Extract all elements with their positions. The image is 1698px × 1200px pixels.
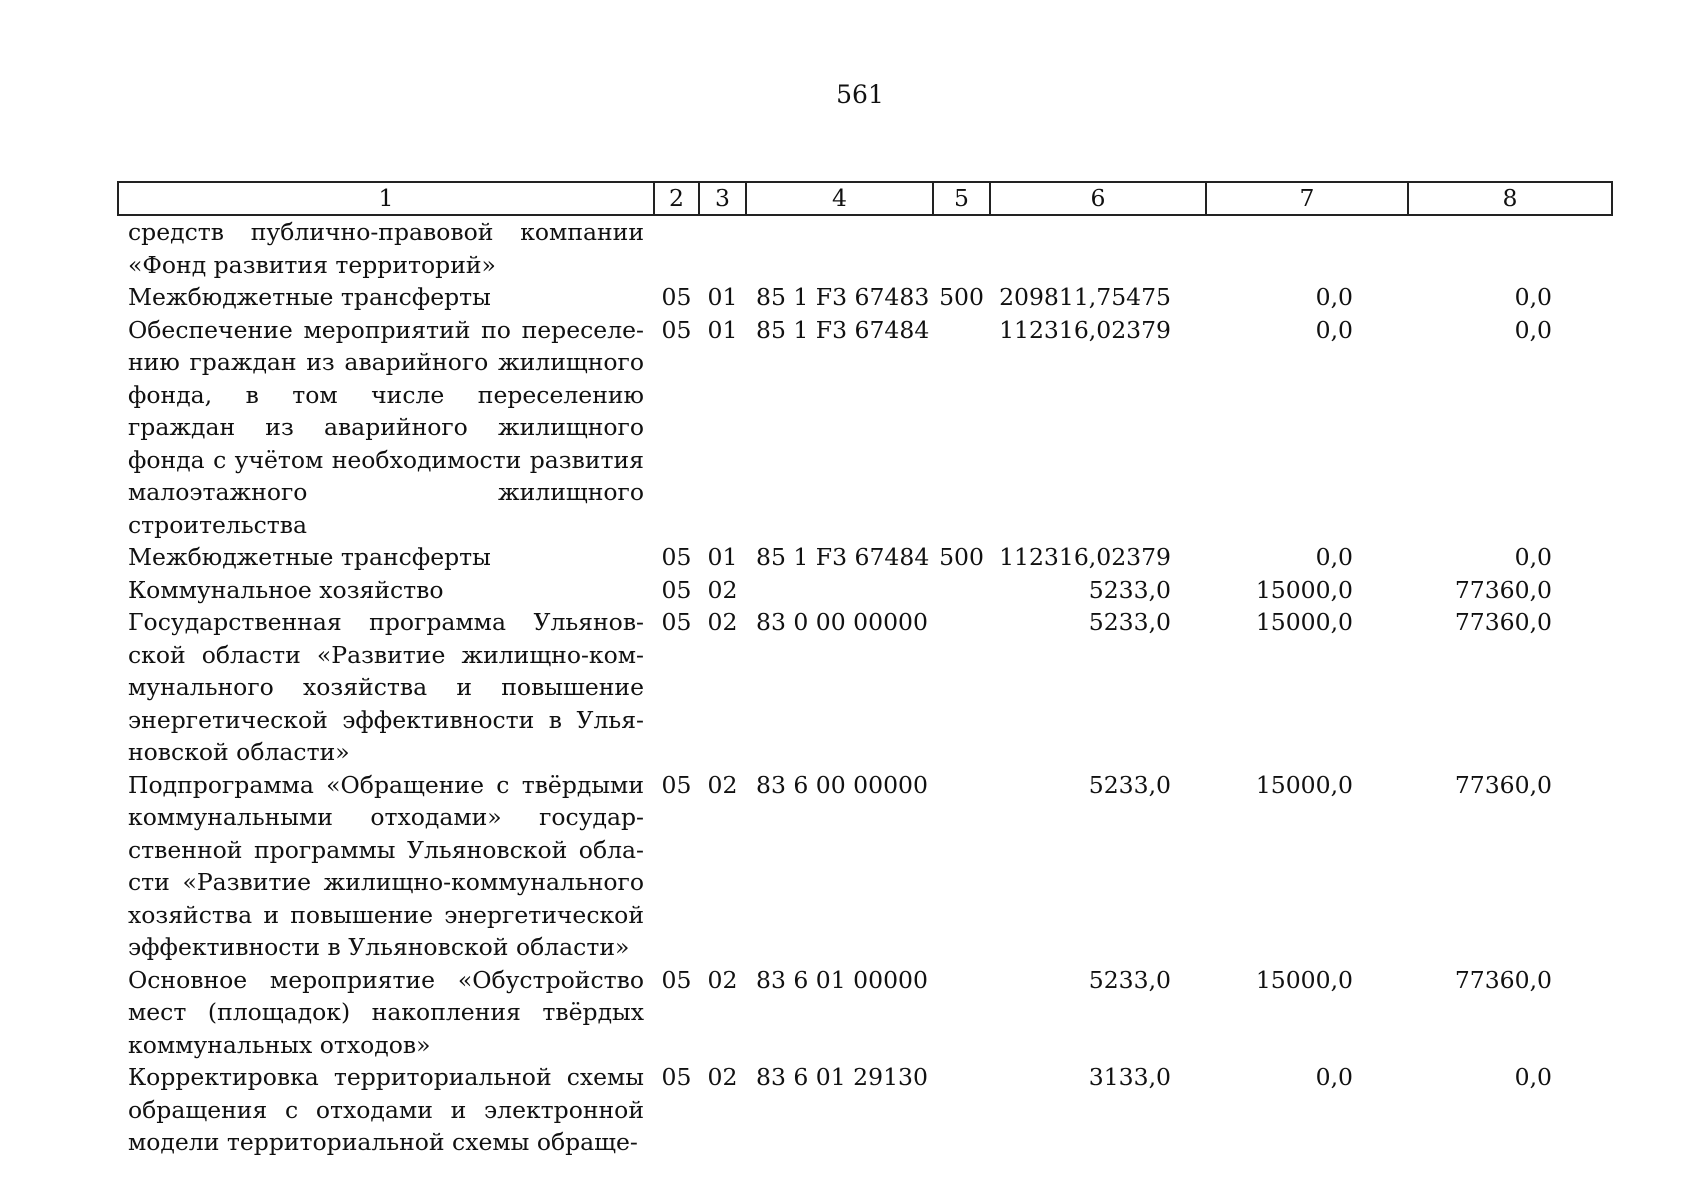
row-value-7: 0,0 — [1315, 543, 1353, 571]
row-subsection: 02 — [707, 575, 738, 604]
row-target-code: 85 1 F3 67484 — [756, 543, 930, 571]
row-value-8: 77360,0 — [1454, 608, 1552, 636]
row-subsection — [699, 215, 746, 281]
row-target-code: 83 6 00 00000 — [756, 770, 928, 799]
row-value-8: 77360,0 — [1454, 575, 1552, 604]
row-target-code — [746, 574, 933, 607]
row-value-6: 112316,02379 — [999, 315, 1171, 344]
row-name: Основное мероприятие «Обустройство мест (площадок) накопления твёрдых коммунальных отходов» — [128, 965, 644, 1059]
header-col-6: 6 — [990, 182, 1206, 215]
row-value-8: 0,0 — [1514, 543, 1552, 571]
row-value-7: 15000,0 — [1255, 770, 1353, 799]
row-section: 05 — [661, 283, 692, 311]
row-value-6 — [990, 215, 1206, 281]
row-name: Обеспечение мероприятий по переселению граждан из аварийного жилищного фонда, в том числе переселению граждан из аварийного жилищного фонда с учётом необходимости развития малоэтажного жилищного строительства — [128, 315, 644, 539]
row-target-code: 83 6 01 29130 — [756, 1063, 928, 1091]
row-subsection: 01 — [707, 315, 738, 344]
row-subsection: 02 — [707, 1063, 738, 1091]
table-row — [118, 541, 1612, 574]
row-target-code — [746, 215, 933, 281]
header-row — [118, 182, 1612, 215]
table-row — [118, 281, 1612, 314]
row-section: 05 — [661, 543, 692, 571]
row-value-7 — [1206, 215, 1408, 281]
row-name: Государственная программа Ульяновской области «Развитие жилищно-коммунального хозяйства и повышение энергетической эффективности в Ульяновской области» — [128, 608, 644, 766]
row-name: Коммунальное хозяйство — [128, 575, 444, 604]
header-col-2: 2 — [654, 182, 699, 215]
table-row — [118, 314, 1612, 542]
table-row — [118, 1061, 1612, 1159]
row-value-7: 15000,0 — [1255, 608, 1353, 636]
table-row — [118, 574, 1612, 607]
row-target-code: 83 0 00 00000 — [756, 608, 928, 636]
row-section: 05 — [661, 770, 692, 799]
row-value-6: 112316,02379 — [999, 543, 1171, 571]
row-value-8: 0,0 — [1514, 283, 1552, 311]
page-number: 561 — [836, 80, 884, 109]
table-body — [118, 215, 1612, 1159]
row-value-6: 3133,0 — [1088, 1063, 1171, 1091]
row-target-code: 85 1 F3 67483 — [756, 283, 930, 311]
row-subsection: 02 — [707, 608, 738, 636]
header-col-8: 8 — [1408, 182, 1612, 215]
row-expense-type: 500 — [939, 543, 984, 571]
row-section — [654, 215, 699, 281]
row-expense-type — [933, 215, 990, 281]
row-value-6: 5233,0 — [1088, 770, 1171, 799]
row-target-code: 85 1 F3 67484 — [756, 315, 930, 344]
row-value-7: 0,0 — [1315, 315, 1353, 344]
row-section: 05 — [661, 1063, 692, 1091]
table-row — [118, 215, 1612, 281]
header-col-4: 4 — [746, 182, 933, 215]
row-expense-type — [933, 1061, 990, 1159]
row-value-6: 5233,0 — [1088, 965, 1171, 994]
row-value-8: 0,0 — [1514, 1063, 1552, 1091]
budget-table — [117, 181, 1613, 1159]
row-expense-type — [933, 314, 990, 542]
row-target-code: 83 6 01 00000 — [756, 965, 928, 994]
table-row — [118, 964, 1612, 1062]
row-subsection: 02 — [707, 770, 738, 799]
row-expense-type — [933, 574, 990, 607]
row-expense-type — [933, 964, 990, 1062]
row-value-6: 209811,75475 — [999, 283, 1171, 311]
row-section: 05 — [661, 575, 692, 604]
row-value-7: 0,0 — [1315, 1063, 1353, 1091]
row-value-6: 5233,0 — [1088, 608, 1171, 636]
row-name: Межбюджетные трансферты — [128, 543, 491, 571]
header-col-3: 3 — [699, 182, 746, 215]
row-section: 05 — [661, 315, 692, 344]
row-name: Корректировка территориальной схемы обращения с отходами и электронной модели территориальной схемы обраще- — [128, 1063, 644, 1156]
row-name: средств публично-правовой компании «Фонд развития территорий» — [128, 218, 644, 279]
header-col-5: 5 — [933, 182, 990, 215]
row-subsection: 01 — [707, 283, 738, 311]
row-expense-type — [933, 606, 990, 769]
table-row — [118, 606, 1612, 769]
row-name: Подпрограмма «Обращение с твёрдыми коммунальными отходами» государственной программы Ульяновской области «Развитие жилищно-коммунального хозяйства и повышение энергетической эффективности в Ульяновской области» — [128, 770, 644, 961]
row-value-8: 0,0 — [1514, 315, 1552, 344]
row-value-6: 5233,0 — [1088, 575, 1171, 604]
row-subsection: 02 — [707, 965, 738, 994]
row-expense-type: 500 — [939, 283, 984, 311]
header-col-1: 1 — [118, 182, 654, 215]
row-value-8 — [1408, 215, 1612, 281]
header-col-7: 7 — [1206, 182, 1408, 215]
row-value-7: 15000,0 — [1255, 575, 1353, 604]
row-value-8: 77360,0 — [1454, 770, 1552, 799]
row-value-7: 15000,0 — [1255, 965, 1353, 994]
row-name: Межбюджетные трансферты — [128, 283, 491, 311]
row-subsection: 01 — [707, 543, 738, 571]
row-value-7: 0,0 — [1315, 283, 1353, 311]
row-value-8: 77360,0 — [1454, 965, 1552, 994]
row-section: 05 — [661, 965, 692, 994]
table-header — [118, 182, 1612, 215]
row-expense-type — [933, 769, 990, 964]
row-section: 05 — [661, 608, 692, 636]
table-row — [118, 769, 1612, 964]
